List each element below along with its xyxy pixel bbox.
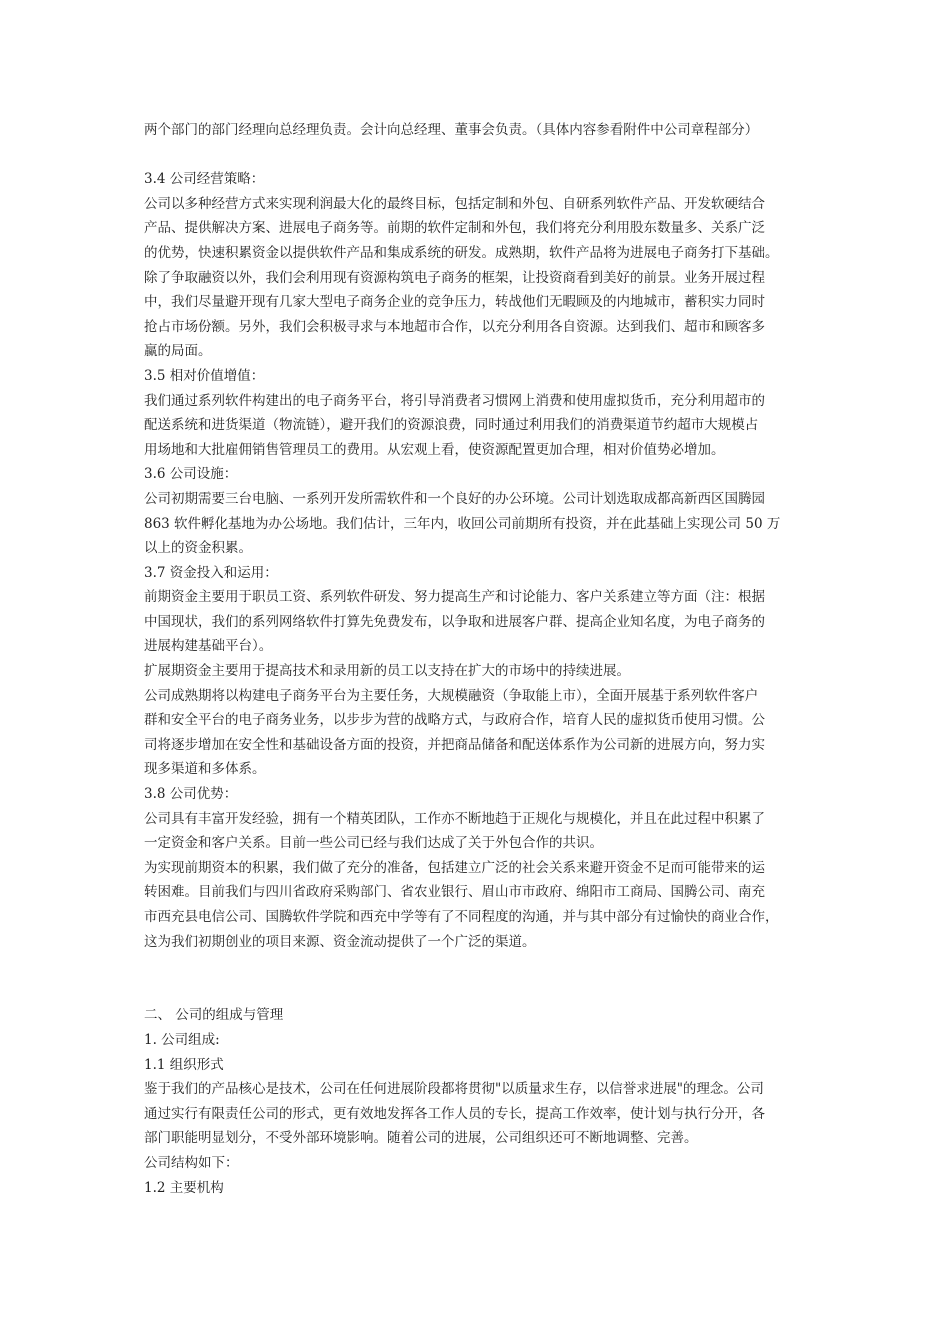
paragraph-line: 现多渠道和多体系。 [144,761,266,778]
section-3-5-heading: 3.5 相对价值增值： [144,367,265,384]
paragraph-line: 一定资金和客户关系。目前一些公司已经与我们达成了关于外包合作的共识。 [144,835,603,852]
paragraph-line: 这为我们初期创业的项目来源、资金流动提供了一个广泛的渠道。 [144,933,536,950]
paragraph-line: 公司初期需要三台电脑、一系列开发所需软件和一个良好的办公环境。公司计划选取成都高新西区国腾园 [144,490,765,507]
paragraph-line: 配送系统和进货渠道（物流链），避开我们的资源浪费，同时通过利用我们的消费渠道节约超市大规模占 [144,417,759,434]
paragraph-line: 鉴于我们的产品核心是技术，公司在任何进展阶段都将贯彻"以质量求生存，以信誉求进展"的理念。公司 [144,1081,764,1098]
paragraph-line: 市西充县电信公司、国腾软件学院和西充中学等有了不同程度的沟通，并与其中部分有过愉快的商业合作， [144,909,779,925]
paragraph-line: 公司以多种经营方式来实现利润最大化的最终目标，包括定制和外包、自研系列软件产品、开发软硬结合 [144,195,765,212]
paragraph-line: 部门职能明显划分，不受外部环境影响。随着公司的进展，公司组织还可不断地调整、完善。 [144,1130,698,1147]
paragraph-line: 公司成熟期将以构建电子商务平台为主要任务，大规模融资（争取能上市），全面开展基于系列软件客户 [144,687,759,704]
section-3-6-heading: 3.6 公司设施： [144,466,238,483]
paragraph-line: 赢的局面。 [144,343,212,360]
paragraph-line: 前期资金主要用于职员工资、系列软件研发、努力提高生产和讨论能力、客户关系建立等方面（注：根据 [144,589,765,606]
section-3-8-heading: 3.8 公司优势： [144,786,238,803]
spacer [144,143,814,168]
paragraph-line: 产品、提供解决方案、进展电子商务等。前期的软件定制和外包，我们将充分利用股东数量多、关系广泛 [144,220,765,237]
paragraph-line: 通过实行有限责任公司的形式，更有效地发挥各工作人员的专长，提高工作效率，使计划与执行分开，各 [144,1105,765,1122]
paragraph-line: 进展构建基础平台）。 [144,638,273,655]
paragraph-line: 中国现状，我们的系列网络软件打算先免费发布，以争取和进展客户群、提高企业知名度，为电子商务的 [144,613,765,630]
part-2-heading: 二、 公司的组成与管理 [144,1007,284,1024]
paragraph-line: 的优势，快速积累资金以提供软件产品和集成系统的研发。成熟期，软件产品将为进展电子商务打下基础。 [144,244,779,261]
paragraph-line: 除了争取融资以外，我们会利用现有资源构筑电子商务的框架，让投资商看到美好的前景。业务开展过程 [144,269,765,286]
subsection-1-2-heading: 1.2 主要机构 [144,1179,224,1196]
paragraph-line: 863 软件孵化基地为办公场地。我们估计，三年内，收回公司前期所有投资，并在此基础上实现公司 50 万 [144,515,781,532]
intro-line: 两个部门的部门经理向总经理负责。会计向总经理、董事会负责。（具体内容参看附件中公司章程部分） [144,122,759,138]
paragraph-line: 以上的资金积累。 [144,540,252,557]
paragraph-line: 为实现前期资本的积累，我们做了充分的准备，包括建立广泛的社会关系来避开资金不足而可能带来的运 [144,859,765,876]
document-page [144,118,814,1200]
section-3-7-heading: 3.7 资金投入和运用： [144,564,278,581]
paragraph-line: 扩展期资金主要用于提高技术和录用新的员工以支持在扩大的市场中的持续进展。 [144,663,630,680]
subsection-1-heading: 1. 公司组成: [144,1031,220,1048]
paragraph-line: 司将逐步增加在安全性和基础设备方面的投资，并把商品储备和配送体系作为公司新的进展方向，努力实 [144,736,765,753]
paragraph-line: 抢占市场份额。另外，我们会积极寻求与本地超市合作，以充分利用各自资源。达到我们、超市和顾客多 [144,318,765,335]
spacer [144,954,814,1003]
paragraph-line: 群和安全平台的电子商务业务，以步步为营的战略方式，与政府合作，培育人民的虚拟货币使用习惯。公 [144,712,765,729]
structure-line: 公司结构如下： [144,1154,239,1171]
paragraph-line: 中，我们尽量避开现有几家大型电子商务企业的竞争压力，转战他们无暇顾及的内地城市，蓄积实力同时 [144,294,765,311]
paragraph-line: 公司具有丰富开发经验，拥有一个精英团队，工作亦不断地趋于正规化与规模化，并且在此过程中积累了 [144,810,765,827]
paragraph-line: 我们通过系列软件构建出的电子商务平台，将引导消费者习惯网上消费和使用虚拟货币，充分利用超市的 [144,392,765,409]
subsection-1-1-heading: 1.1 组织形式 [144,1056,224,1073]
section-3-4-heading: 3.4 公司经营策略： [144,171,265,188]
paragraph-line: 转困难。目前我们与四川省政府采购部门、省农业银行、眉山市市政府、绵阳市工商局、国腾公司、南充 [144,884,765,901]
paragraph-line: 用场地和大批雇佣销售管理员工的费用。从宏观上看，使资源配置更加合理，相对价值势必增加。 [144,441,725,458]
